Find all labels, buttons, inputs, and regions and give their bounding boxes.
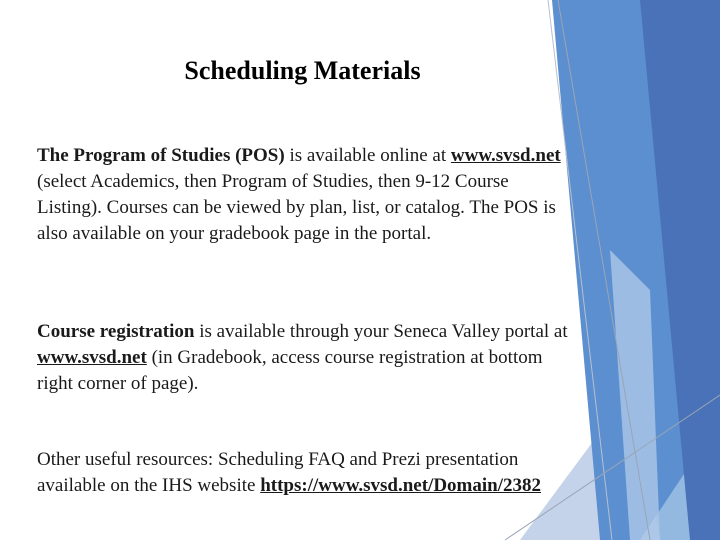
registration-bold-lead: Course registration [37, 321, 195, 342]
pos-bold-lead: The Program of Studies (POS) [37, 145, 285, 166]
pos-text-b: (select Academics, then Program of Studies, then 9-12 Course Listing). Courses can be viewed by plan, list, or catalog. The POS is also available on your gradebook page in the portal. [37, 171, 556, 244]
resources-text-a: Other useful resources: Scheduling FAQ and Prezi presentation available on the IHS website [37, 449, 519, 496]
ihs-domain-link[interactable]: https://www.svsd.net/Domain/2382 [260, 475, 542, 496]
registration-svsd-link[interactable]: www.svsd.net [37, 347, 147, 368]
paragraph-course-registration [37, 319, 577, 397]
slide-title: Scheduling Materials [184, 56, 421, 85]
registration-text-b: (in Gradebook, access course registration at bottom right corner of page). [37, 347, 543, 394]
pos-svsd-link[interactable]: www.svsd.net [450, 145, 561, 166]
pos-text-a: is available online at [284, 145, 451, 166]
registration-text-a: is available through your Seneca Valley portal at [194, 321, 568, 342]
paragraph-program-of-studies [37, 143, 577, 247]
paragraph-other-resources [37, 447, 577, 499]
